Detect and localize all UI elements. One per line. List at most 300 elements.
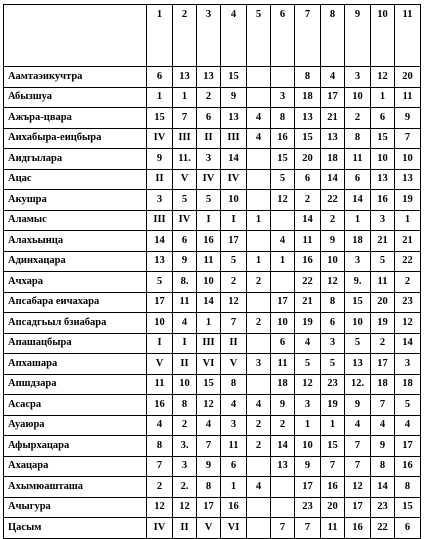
row-label: Апашацбыра [4, 333, 147, 354]
table-cell: 16 [345, 518, 371, 539]
table-cell [247, 231, 271, 252]
table-row [4, 231, 421, 252]
table-cell [271, 210, 295, 231]
table-cell: IV [173, 210, 197, 231]
table-cell: 7 [271, 518, 295, 539]
table-row [4, 313, 421, 334]
table-cell: 19 [321, 395, 345, 416]
table-cell: II [221, 333, 247, 354]
table-row [4, 456, 421, 477]
table-cell: 10 [173, 374, 197, 395]
table-cell: 15 [147, 108, 173, 129]
row-label: Аамтаэикучтра [4, 67, 147, 88]
table-cell: 10 [147, 313, 173, 334]
table-cell: 5 [295, 354, 321, 375]
table-cell: 9. [345, 272, 371, 293]
table-cell [247, 190, 271, 211]
table-cell: 10 [395, 149, 421, 170]
table-cell: 16 [321, 477, 345, 498]
column-header: 11 [395, 5, 421, 67]
table-cell: 16 [197, 231, 221, 252]
table-cell: II [147, 169, 173, 190]
table-cell: 4 [321, 67, 345, 88]
table-cell: 7 [395, 128, 421, 149]
table-row [4, 190, 421, 211]
table-cell: 10 [295, 436, 321, 457]
table-row [4, 251, 421, 272]
table-cell: 7 [321, 456, 345, 477]
data-table [3, 4, 421, 539]
row-label: Адинхацара [4, 251, 147, 272]
table-cell: I [173, 333, 197, 354]
table-cell: 2 [371, 333, 395, 354]
table-cell: 11 [395, 87, 421, 108]
table-cell [247, 456, 271, 477]
row-label: Апхашара [4, 354, 147, 375]
table-cell: III [147, 210, 173, 231]
table-row [4, 169, 421, 190]
table-cell: 9 [295, 456, 321, 477]
table-cell: 7 [371, 395, 395, 416]
table-cell: 1 [395, 210, 421, 231]
table-cell: 5 [147, 272, 173, 293]
table-cell: 3 [221, 415, 247, 436]
table-cell: 2 [247, 415, 271, 436]
table-cell: 1 [247, 210, 271, 231]
column-header: 7 [295, 5, 321, 67]
table-cell: 18 [271, 374, 295, 395]
table-cell: 6 [345, 169, 371, 190]
table-cell: 20 [371, 292, 395, 313]
table-row [4, 395, 421, 416]
table-row [4, 149, 421, 170]
table-cell: 10 [321, 251, 345, 272]
table-cell: 18 [345, 231, 371, 252]
table-cell: 13 [197, 67, 221, 88]
table-cell [247, 374, 271, 395]
column-header: 8 [321, 5, 345, 67]
table-cell [247, 497, 271, 518]
row-label: Ацас [4, 169, 147, 190]
table-cell: 13 [147, 251, 173, 272]
row-label: Алахьынца [4, 231, 147, 252]
table-cell: II [173, 518, 197, 539]
table-row [4, 415, 421, 436]
row-label: Аламыс [4, 210, 147, 231]
table-cell: III [173, 128, 197, 149]
table-cell: 8 [395, 477, 421, 498]
table-cell: 3. [173, 436, 197, 457]
table-cell: 13 [321, 128, 345, 149]
table-cell [271, 272, 295, 293]
table-cell: 4 [395, 415, 421, 436]
table-cell: 12 [147, 497, 173, 518]
table-cell: 12 [395, 313, 421, 334]
row-label: Аидгылара [4, 149, 147, 170]
table-cell: 4 [247, 477, 271, 498]
table-cell: 15 [321, 436, 345, 457]
row-label: Ачхара [4, 272, 147, 293]
table-cell: 12 [345, 477, 371, 498]
table-cell: 22 [321, 190, 345, 211]
row-label: Ахымюашташа [4, 477, 147, 498]
table-cell: 15 [271, 149, 295, 170]
table-cell [247, 149, 271, 170]
table-cell: 9 [321, 231, 345, 252]
table-cell: 4 [197, 415, 221, 436]
table-cell: 8. [173, 272, 197, 293]
table-cell: 8 [197, 477, 221, 498]
table-cell: 18 [321, 149, 345, 170]
table-cell: 10 [345, 87, 371, 108]
table-cell: 18 [371, 374, 395, 395]
table-cell: 9 [395, 108, 421, 129]
table-cell: 15 [197, 374, 221, 395]
table-row [4, 87, 421, 108]
column-header: 3 [197, 5, 221, 67]
table-cell: V [147, 354, 173, 375]
column-header: 5 [247, 5, 271, 67]
table-cell: 1 [173, 87, 197, 108]
table-row [4, 354, 421, 375]
table-cell: 2. [173, 477, 197, 498]
table-cell: 5 [173, 190, 197, 211]
table-cell: 18 [395, 374, 421, 395]
table-cell: 9 [221, 87, 247, 108]
table-body [4, 5, 421, 539]
table-cell: III [221, 128, 247, 149]
table-cell: 11 [173, 292, 197, 313]
table-cell: 12. [345, 374, 371, 395]
table-cell: 6 [295, 169, 321, 190]
table-cell: 15 [295, 128, 321, 149]
table-cell: 23 [395, 292, 421, 313]
table-cell: 9 [197, 456, 221, 477]
row-label: Акушра [4, 190, 147, 211]
table-cell: 4 [147, 415, 173, 436]
table-row [4, 272, 421, 293]
table-cell: 22 [295, 272, 321, 293]
table-cell: 12 [371, 67, 395, 88]
table-cell: IV [197, 169, 221, 190]
table-row [4, 210, 421, 231]
table-cell: 16 [295, 251, 321, 272]
table-cell: 16 [395, 456, 421, 477]
table-cell: 17 [221, 231, 247, 252]
table-cell: 14 [371, 477, 395, 498]
table-cell: 20 [321, 497, 345, 518]
table-cell: 17 [271, 292, 295, 313]
table-cell: 3 [295, 395, 321, 416]
table-cell: 20 [295, 149, 321, 170]
table-cell: 4 [295, 333, 321, 354]
table-cell: 5 [197, 190, 221, 211]
table-cell: 6 [321, 313, 345, 334]
table-cell: 9 [147, 149, 173, 170]
table-cell: 23 [321, 374, 345, 395]
row-label: Абызшуа [4, 87, 147, 108]
table-cell: 13 [371, 169, 395, 190]
table-cell: IV [147, 128, 173, 149]
column-header: 4 [221, 5, 247, 67]
table-cell: 7 [295, 518, 321, 539]
table-cell [247, 518, 271, 539]
table-cell: 19 [395, 190, 421, 211]
table-cell: 1 [197, 313, 221, 334]
table-cell: 4 [247, 108, 271, 129]
table-cell: 11. [173, 149, 197, 170]
table-cell: 3 [271, 87, 295, 108]
table-cell: 11 [295, 231, 321, 252]
table-cell: 1 [371, 87, 395, 108]
table-cell: 7 [345, 436, 371, 457]
table-row [4, 477, 421, 498]
table-cell: V [221, 354, 247, 375]
table-cell: 8 [345, 128, 371, 149]
table-cell: 13 [395, 169, 421, 190]
row-label: Апсабара еичахара [4, 292, 147, 313]
table-cell: 11 [321, 518, 345, 539]
table-cell: 16 [371, 190, 395, 211]
table-cell: VI [197, 354, 221, 375]
table-cell: 4 [173, 313, 197, 334]
table-cell: 11 [345, 149, 371, 170]
table-cell: 2 [247, 313, 271, 334]
table-cell: 1 [345, 210, 371, 231]
column-header: 6 [271, 5, 295, 67]
table-cell: 10 [271, 313, 295, 334]
table-cell: 2 [173, 415, 197, 436]
table-cell: 4 [247, 128, 271, 149]
table-cell: 23 [371, 497, 395, 518]
table-cell: 8 [295, 67, 321, 88]
table-cell: IV [147, 518, 173, 539]
row-label: Асасра [4, 395, 147, 416]
row-label: Аихабыра-еицбыра [4, 128, 147, 149]
table-row [4, 108, 421, 129]
table-cell: 6 [147, 67, 173, 88]
table-cell: 17 [395, 436, 421, 457]
table-cell: 2 [295, 190, 321, 211]
table-row [4, 374, 421, 395]
table-cell: 6 [395, 518, 421, 539]
column-header: 1 [147, 5, 173, 67]
table-cell: 12 [197, 395, 221, 416]
table-cell: 2 [247, 436, 271, 457]
table-cell: 17 [321, 87, 345, 108]
table-cell: 13 [345, 354, 371, 375]
table-cell [247, 333, 271, 354]
table-cell: 1 [147, 87, 173, 108]
table-cell: 21 [371, 231, 395, 252]
row-label: Ахацара [4, 456, 147, 477]
table-cell: 15 [395, 497, 421, 518]
table-cell: 18 [295, 87, 321, 108]
table-cell: 3 [247, 354, 271, 375]
table-cell: 13 [173, 67, 197, 88]
table-cell: 7 [221, 313, 247, 334]
header-row [4, 5, 421, 67]
table-cell: 3 [321, 333, 345, 354]
table-cell: 11 [147, 374, 173, 395]
table-cell: 15 [345, 292, 371, 313]
table-cell: 7 [345, 456, 371, 477]
header-corner-cell [4, 5, 147, 67]
table-row [4, 128, 421, 149]
table-cell: 8 [147, 436, 173, 457]
table-cell: 2 [221, 272, 247, 293]
table-cell: 2 [345, 108, 371, 129]
table-cell: 19 [371, 313, 395, 334]
table-cell: 8 [321, 292, 345, 313]
table-cell: 8 [221, 374, 247, 395]
column-header: 10 [371, 5, 395, 67]
table-cell: 5 [371, 251, 395, 272]
table-cell: 12 [271, 190, 295, 211]
table-cell: 2 [321, 210, 345, 231]
table-cell: I [221, 210, 247, 231]
table-cell: 4 [345, 415, 371, 436]
table-cell: 5 [345, 333, 371, 354]
table-cell: 3 [395, 354, 421, 375]
table-cell: 9 [345, 395, 371, 416]
table-row [4, 292, 421, 313]
table-cell: 14 [221, 149, 247, 170]
table-cell: I [147, 333, 173, 354]
table-cell [271, 67, 295, 88]
table-cell: 7 [147, 456, 173, 477]
table-row [4, 518, 421, 539]
table-row [4, 436, 421, 457]
table-cell: 14 [321, 169, 345, 190]
table-cell: 15 [371, 128, 395, 149]
table-cell: 22 [371, 518, 395, 539]
table-cell [247, 292, 271, 313]
table-cell: 4 [221, 395, 247, 416]
table-cell: 2 [271, 415, 295, 436]
table-cell: 5 [321, 354, 345, 375]
table-cell: 20 [395, 67, 421, 88]
table-row [4, 497, 421, 518]
row-label: Цасым [4, 518, 147, 539]
row-label: Афырхацара [4, 436, 147, 457]
row-label: Апсадгьыл бзиабара [4, 313, 147, 334]
table-cell: 10 [197, 272, 221, 293]
column-header: 9 [345, 5, 371, 67]
table-cell: II [197, 128, 221, 149]
table-cell: 13 [221, 108, 247, 129]
table-cell: 3 [147, 190, 173, 211]
table-cell: 3 [371, 210, 395, 231]
table-cell: 9 [173, 251, 197, 272]
table-cell: 10 [221, 190, 247, 211]
table-cell: V [173, 169, 197, 190]
table-cell: 13 [271, 456, 295, 477]
table-cell: 10 [345, 313, 371, 334]
table-cell: 13 [295, 108, 321, 129]
table-cell: 3 [173, 456, 197, 477]
table-cell: 3 [345, 67, 371, 88]
table-cell: 17 [197, 497, 221, 518]
table-cell: 12 [295, 374, 321, 395]
table-cell: 4 [371, 415, 395, 436]
table-cell: 8 [371, 456, 395, 477]
table-cell: VI [221, 518, 247, 539]
table-cell [247, 169, 271, 190]
table-cell [247, 87, 271, 108]
table-cell: 5 [395, 395, 421, 416]
table-cell: 21 [395, 231, 421, 252]
table-cell: 14 [147, 231, 173, 252]
table-cell: 3 [197, 149, 221, 170]
table-cell: 2 [147, 477, 173, 498]
table-cell: 7 [197, 436, 221, 457]
table-cell: 1 [221, 477, 247, 498]
table-cell: 15 [221, 67, 247, 88]
table-cell: 3 [345, 251, 371, 272]
table-cell: 2 [247, 272, 271, 293]
table-cell: IV [221, 169, 247, 190]
table-cell: 6 [271, 333, 295, 354]
table-cell: 21 [295, 292, 321, 313]
table-cell: 16 [147, 395, 173, 416]
row-label: Ажъра-цвара [4, 108, 147, 129]
table-cell: 1 [295, 415, 321, 436]
table-cell: 17 [147, 292, 173, 313]
table-cell: 17 [371, 354, 395, 375]
table-cell: 14 [395, 333, 421, 354]
table-cell: 11 [197, 251, 221, 272]
table-cell: 10 [371, 149, 395, 170]
table-cell: V [197, 518, 221, 539]
table-cell: 6 [221, 456, 247, 477]
table-cell: 8 [271, 108, 295, 129]
table-cell [271, 497, 295, 518]
table-cell: 4 [247, 395, 271, 416]
table-cell: 17 [295, 477, 321, 498]
table-cell: 14 [295, 210, 321, 231]
table-cell: 23 [295, 497, 321, 518]
table-cell: 2 [197, 87, 221, 108]
row-label: Ауаюра [4, 415, 147, 436]
table-cell: 9 [371, 436, 395, 457]
table-cell: 11 [371, 272, 395, 293]
table-cell: 6 [173, 231, 197, 252]
table-cell: I [197, 210, 221, 231]
row-label: Ачыгура [4, 497, 147, 518]
table-cell: 4 [271, 231, 295, 252]
table-cell [247, 67, 271, 88]
table-cell: 2 [395, 272, 421, 293]
table-cell: 1 [321, 415, 345, 436]
table-cell: 1 [247, 251, 271, 272]
column-header: 2 [173, 5, 197, 67]
table-cell: 14 [197, 292, 221, 313]
table-cell: 22 [395, 251, 421, 272]
table-cell: 7 [173, 108, 197, 129]
table-row [4, 333, 421, 354]
table-cell: 12 [221, 292, 247, 313]
table-cell: 19 [295, 313, 321, 334]
table-cell: 16 [271, 128, 295, 149]
table-cell: 12 [321, 272, 345, 293]
row-label: Апшдзара [4, 374, 147, 395]
table-cell: 14 [345, 190, 371, 211]
table-row [4, 67, 421, 88]
table-cell: II [173, 354, 197, 375]
table-cell: 6 [371, 108, 395, 129]
table-cell: 11 [271, 354, 295, 375]
